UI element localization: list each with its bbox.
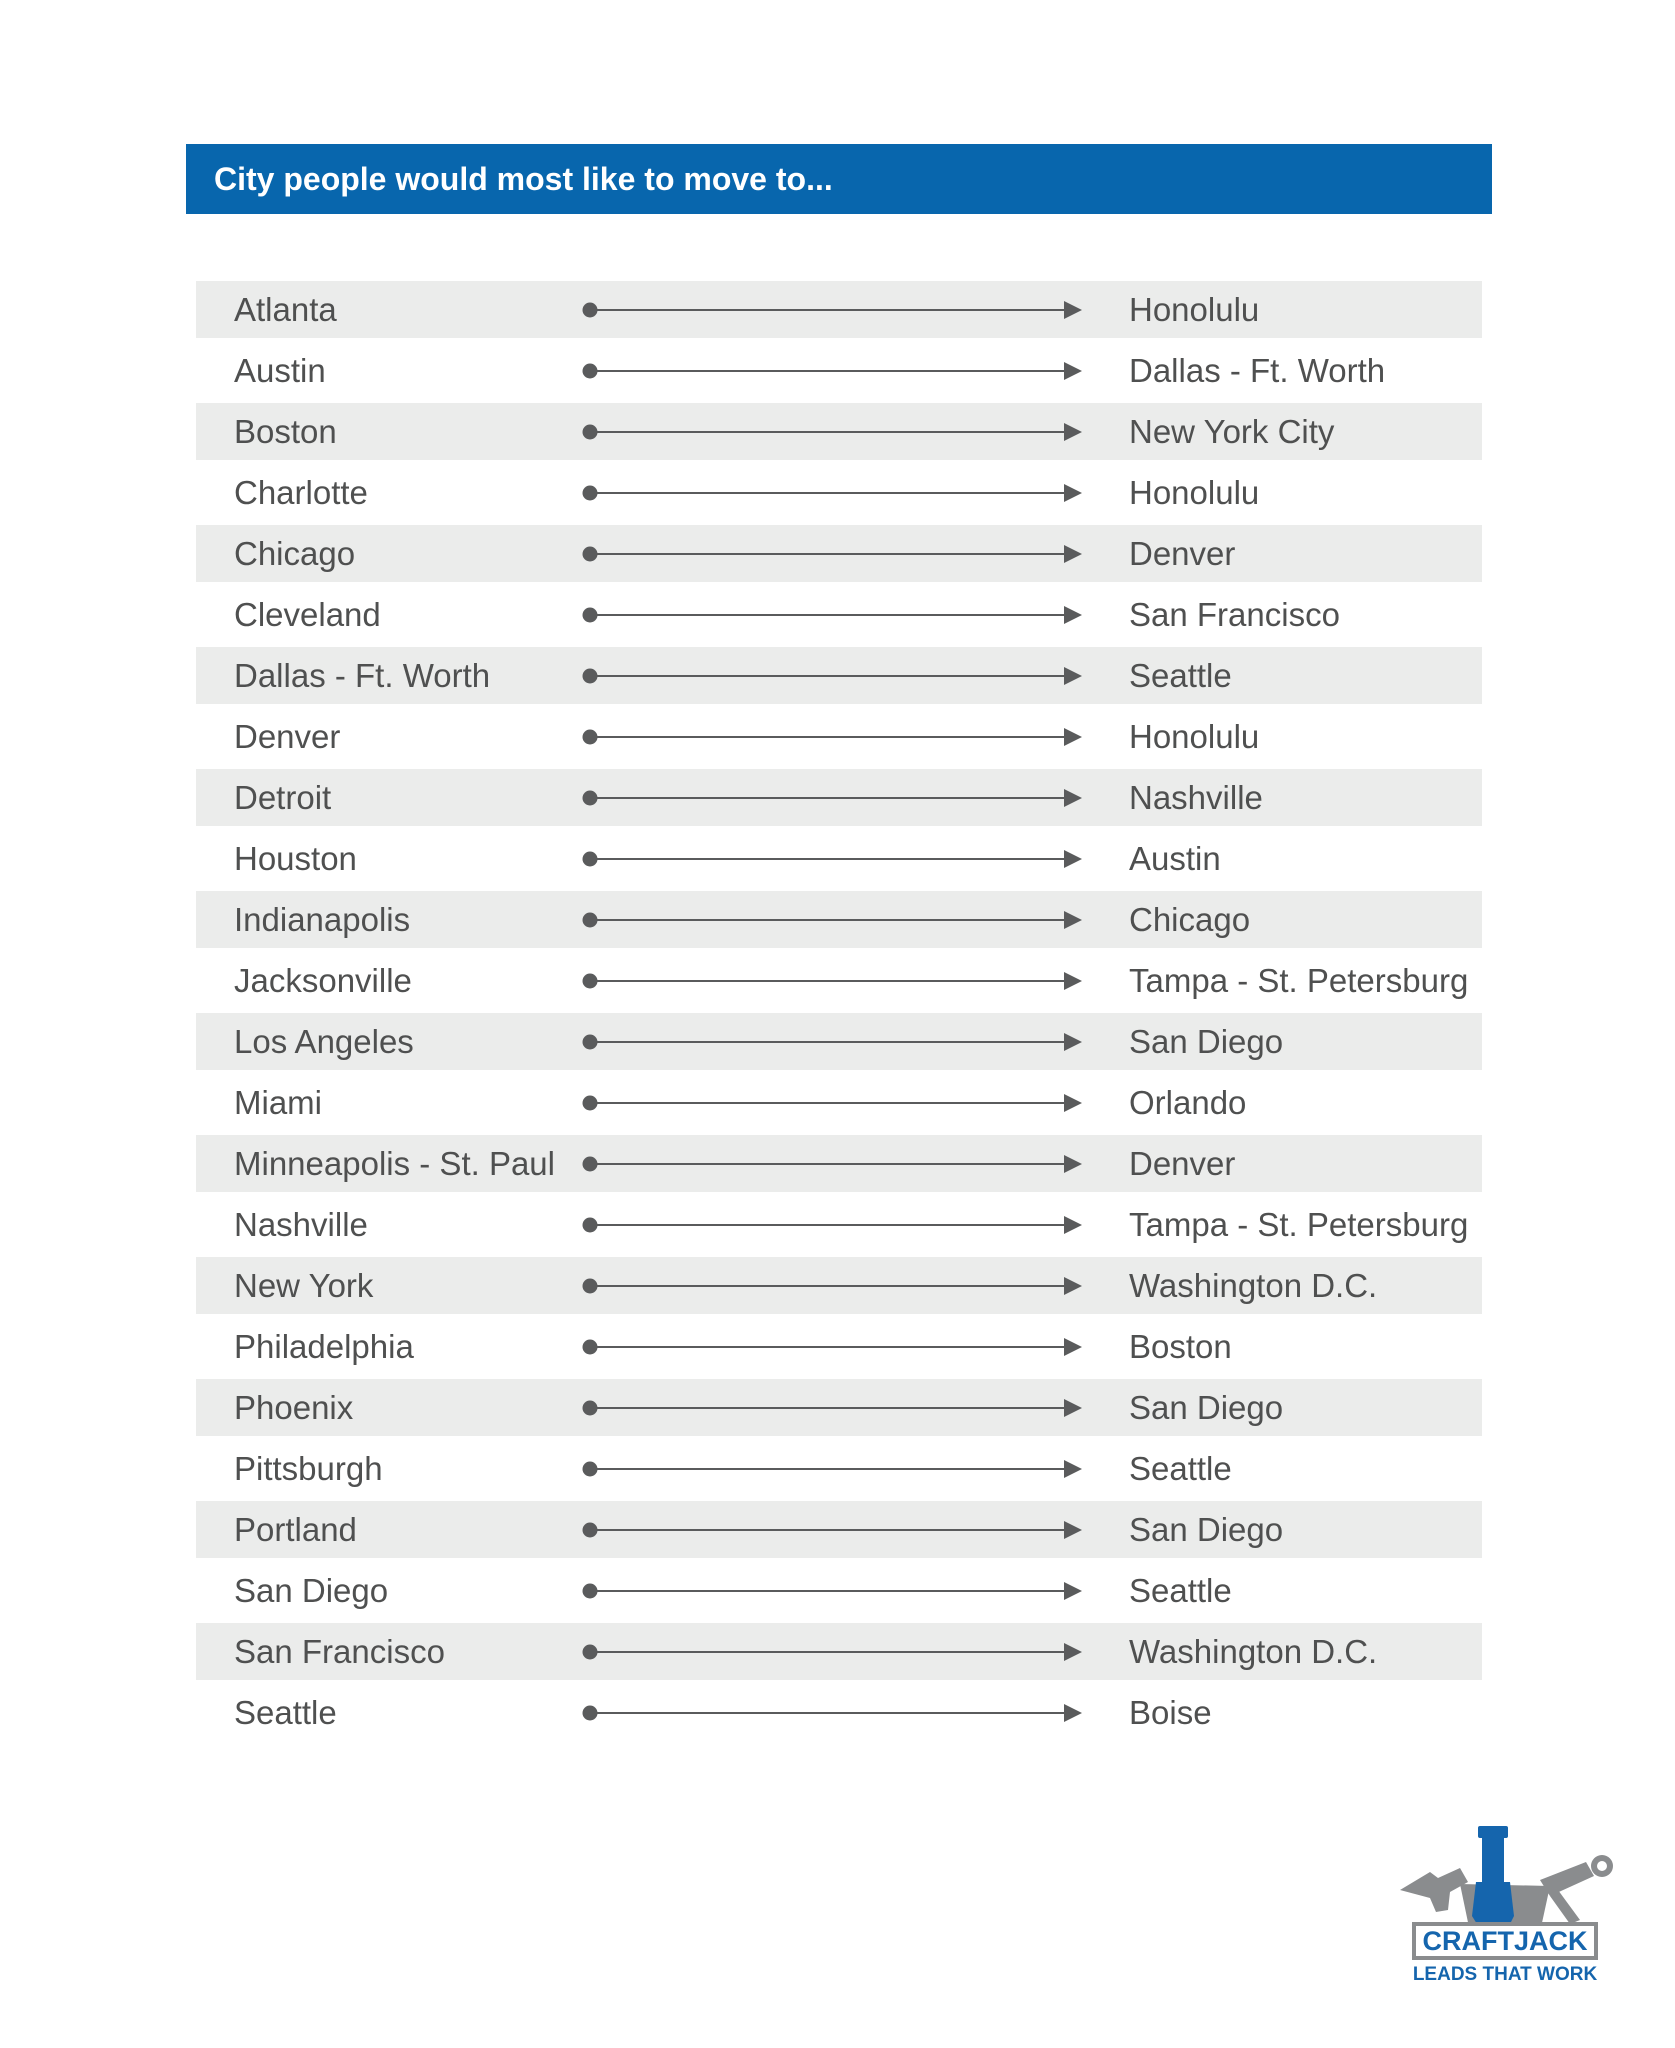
logo-name: CRAFTJACK <box>1422 1926 1588 1956</box>
list-item <box>196 1562 1482 1619</box>
origin-city: Chicago <box>234 535 356 572</box>
destination-city: Washington D.C. <box>1129 1633 1378 1670</box>
destination-city: Austin <box>1129 840 1221 877</box>
destination-city: San Diego <box>1129 1389 1284 1426</box>
arrow-icon <box>582 1515 1082 1545</box>
list-item <box>196 403 1482 460</box>
origin-city: Denver <box>234 718 341 755</box>
list-item <box>196 952 1482 1009</box>
origin-city: Indianapolis <box>234 901 411 938</box>
origin-city: San Diego <box>234 1572 389 1609</box>
origin-city: Philadelphia <box>234 1328 414 1365</box>
destination-city: Tampa - St. Petersburg <box>1129 962 1469 999</box>
arrow-icon <box>582 783 1082 813</box>
origin-city: New York <box>234 1267 374 1304</box>
brush-icon <box>1472 1826 1514 1932</box>
list-item <box>196 891 1482 948</box>
origin-city: Los Angeles <box>234 1023 414 1060</box>
origin-city: Portland <box>234 1511 357 1548</box>
arrow-icon <box>582 1149 1082 1179</box>
origin-city: Minneapolis - St. Paul <box>234 1145 555 1182</box>
origin-city: Pittsburgh <box>234 1450 383 1487</box>
list-item <box>196 525 1482 582</box>
destination-city: Tampa - St. Petersburg <box>1129 1206 1469 1243</box>
list-item <box>196 1318 1482 1375</box>
arrow-icon <box>582 722 1082 752</box>
destination-city: Honolulu <box>1129 474 1260 511</box>
list-item <box>196 647 1482 704</box>
origin-city: Atlanta <box>234 291 337 328</box>
list-item <box>196 586 1482 643</box>
list-item <box>196 342 1482 399</box>
list-item <box>196 1196 1482 1253</box>
destination-city: Nashville <box>1129 779 1263 816</box>
arrow-icon <box>582 1393 1082 1423</box>
origin-city: Nashville <box>234 1206 368 1243</box>
city-list <box>196 281 1482 1745</box>
origin-city: Miami <box>234 1084 322 1121</box>
origin-city: Boston <box>234 413 337 450</box>
page-title: City people would most like to move to... <box>214 160 833 197</box>
arrow-icon <box>582 1088 1082 1118</box>
destination-city: Denver <box>1129 535 1236 572</box>
list-item <box>196 1379 1482 1436</box>
destination-city: Seattle <box>1129 1572 1232 1609</box>
craftjack-logo <box>1390 1820 1620 1990</box>
origin-city: Dallas - Ft. Worth <box>234 657 491 694</box>
destination-city: Boise <box>1129 1694 1212 1731</box>
origin-city: San Francisco <box>234 1633 445 1670</box>
list-item <box>196 464 1482 521</box>
arrow-icon <box>582 1576 1082 1606</box>
destination-city: Honolulu <box>1129 718 1260 755</box>
destination-city: San Diego <box>1129 1023 1284 1060</box>
origin-city: Jacksonville <box>234 962 412 999</box>
list-item <box>196 1135 1482 1192</box>
arrow-icon <box>582 478 1082 508</box>
destination-city: Chicago <box>1129 901 1251 938</box>
destination-city: Washington D.C. <box>1129 1267 1378 1304</box>
arrow-icon <box>582 600 1082 630</box>
destination-city: San Diego <box>1129 1511 1284 1548</box>
list-item <box>196 1501 1482 1558</box>
destination-city: San Francisco <box>1129 596 1340 633</box>
arrow-icon <box>582 539 1082 569</box>
arrow-icon <box>582 966 1082 996</box>
destination-city: Seattle <box>1129 1450 1232 1487</box>
arrow-icon <box>582 844 1082 874</box>
arrow-icon <box>582 905 1082 935</box>
list-item <box>196 1257 1482 1314</box>
origin-city: Charlotte <box>234 474 368 511</box>
header-banner <box>186 144 1492 214</box>
origin-city: Phoenix <box>234 1389 354 1426</box>
arrow-icon <box>582 417 1082 447</box>
list-item <box>196 281 1482 338</box>
destination-city: New York City <box>1129 413 1335 450</box>
list-item <box>196 1074 1482 1131</box>
arrow-icon <box>582 1210 1082 1240</box>
arrow-icon <box>582 356 1082 386</box>
arrow-icon <box>582 1637 1082 1667</box>
arrow-icon <box>582 1271 1082 1301</box>
origin-city: Austin <box>234 352 326 389</box>
list-item <box>196 708 1482 765</box>
logo-tagline: LEADS THAT WORK <box>1412 1964 1598 1985</box>
destination-city: Orlando <box>1129 1084 1247 1121</box>
arrow-icon <box>582 295 1082 325</box>
destination-city: Honolulu <box>1129 291 1260 328</box>
destination-city: Seattle <box>1129 657 1232 694</box>
list-item <box>196 830 1482 887</box>
origin-city: Detroit <box>234 779 332 816</box>
list-item <box>196 1440 1482 1497</box>
arrow-icon <box>582 1027 1082 1057</box>
origin-city: Houston <box>234 840 357 877</box>
list-item <box>196 1684 1482 1741</box>
arrow-icon <box>582 1332 1082 1362</box>
arrow-icon <box>582 1698 1082 1728</box>
origin-city: Seattle <box>234 1694 337 1731</box>
destination-city: Boston <box>1129 1328 1232 1365</box>
arrow-icon <box>582 1454 1082 1484</box>
origin-city: Cleveland <box>234 596 381 633</box>
list-item <box>196 769 1482 826</box>
list-item <box>196 1623 1482 1680</box>
destination-city: Dallas - Ft. Worth <box>1129 352 1386 389</box>
destination-city: Denver <box>1129 1145 1236 1182</box>
list-item <box>196 1013 1482 1070</box>
arrow-icon <box>582 661 1082 691</box>
